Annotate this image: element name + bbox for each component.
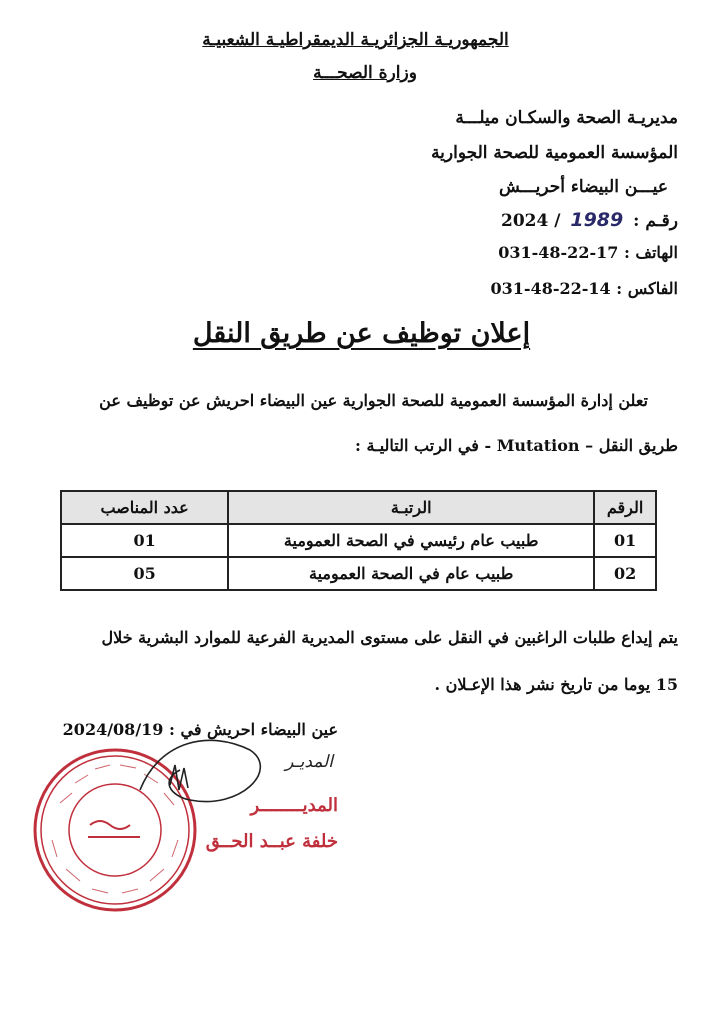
fax-number: 031-48-22-14 — [490, 279, 611, 298]
table-row — [61, 524, 656, 557]
fax-line — [491, 279, 678, 298]
stamp-director-name: خلفة عبــد الحــق — [205, 831, 338, 852]
republic-title: الجمهوريـة الجزائريـة الديمقراطيـة الشعبيـة — [202, 30, 509, 50]
closing-line-1: يتم إيداع طلبات الراغبين في النقل على مستوى المديرية الفرعية للموارد البشرية خلال — [101, 628, 678, 647]
header-rank: الرتبـة — [228, 491, 594, 524]
directorate-line: مديريـة الصحة والسكـان ميلـــة — [455, 108, 678, 128]
republic-header — [0, 30, 723, 50]
handwritten-director: المديـر — [285, 752, 333, 772]
fax-label: الفاكس : — [616, 279, 678, 298]
announcement-title — [0, 318, 723, 349]
phone-number: 031-48-22-17 — [498, 243, 619, 262]
reference-line — [501, 209, 678, 231]
row-count: 05 — [61, 557, 228, 590]
table-header-row — [61, 491, 656, 524]
reference-handwritten-number: 1989 — [570, 209, 624, 231]
reference-year: 2024 / — [500, 211, 561, 231]
closing-line-2: 15 يوما من تاريخ نشر هذا الإعـلان . — [434, 675, 678, 694]
intro-line-2-start: طريق النقل – — [585, 436, 678, 455]
phone-line — [498, 243, 678, 262]
row-number: 01 — [594, 524, 656, 557]
row-rank: طبيب عام في الصحة العمومية — [228, 557, 594, 590]
place-date-label: عين البيضاء احريش في : — [169, 720, 338, 739]
row-rank: طبيب عام رئيسي في الصحة العمومية — [228, 524, 594, 557]
announcement-title-text: إعلان توظيف عن طريق النقل — [192, 318, 531, 349]
stamp-director-title: المديــــــــر — [250, 795, 338, 816]
handwritten-signature — [130, 730, 280, 820]
institution-line: المؤسسة العمومية للصحة الجوارية — [431, 143, 678, 163]
intro-line-1: تعلن إدارة المؤسسة العمومية للصحة الجوارية عين البيضاء احريش عن توظيف عن — [99, 391, 648, 410]
intro-line-2 — [355, 436, 678, 455]
row-number: 02 — [594, 557, 656, 590]
header-number: الرقم — [594, 491, 656, 524]
positions-table — [60, 490, 657, 591]
signature-date: 2024/08/19 — [62, 720, 164, 739]
intro-mutation-word: Mutation — [496, 436, 580, 455]
phone-label: الهاتف : — [623, 243, 678, 262]
intro-line-2-end: - في الرتب التاليـة : — [354, 436, 492, 455]
reference-label: رقـم : — [633, 211, 678, 231]
table-row — [61, 557, 656, 590]
header-count: عدد المناصب — [61, 491, 228, 524]
row-count: 01 — [61, 524, 228, 557]
city-line: عيـــن البيضاء أحريـــش — [498, 177, 668, 197]
ministry-header: وزارة الصحـــة — [313, 63, 417, 83]
